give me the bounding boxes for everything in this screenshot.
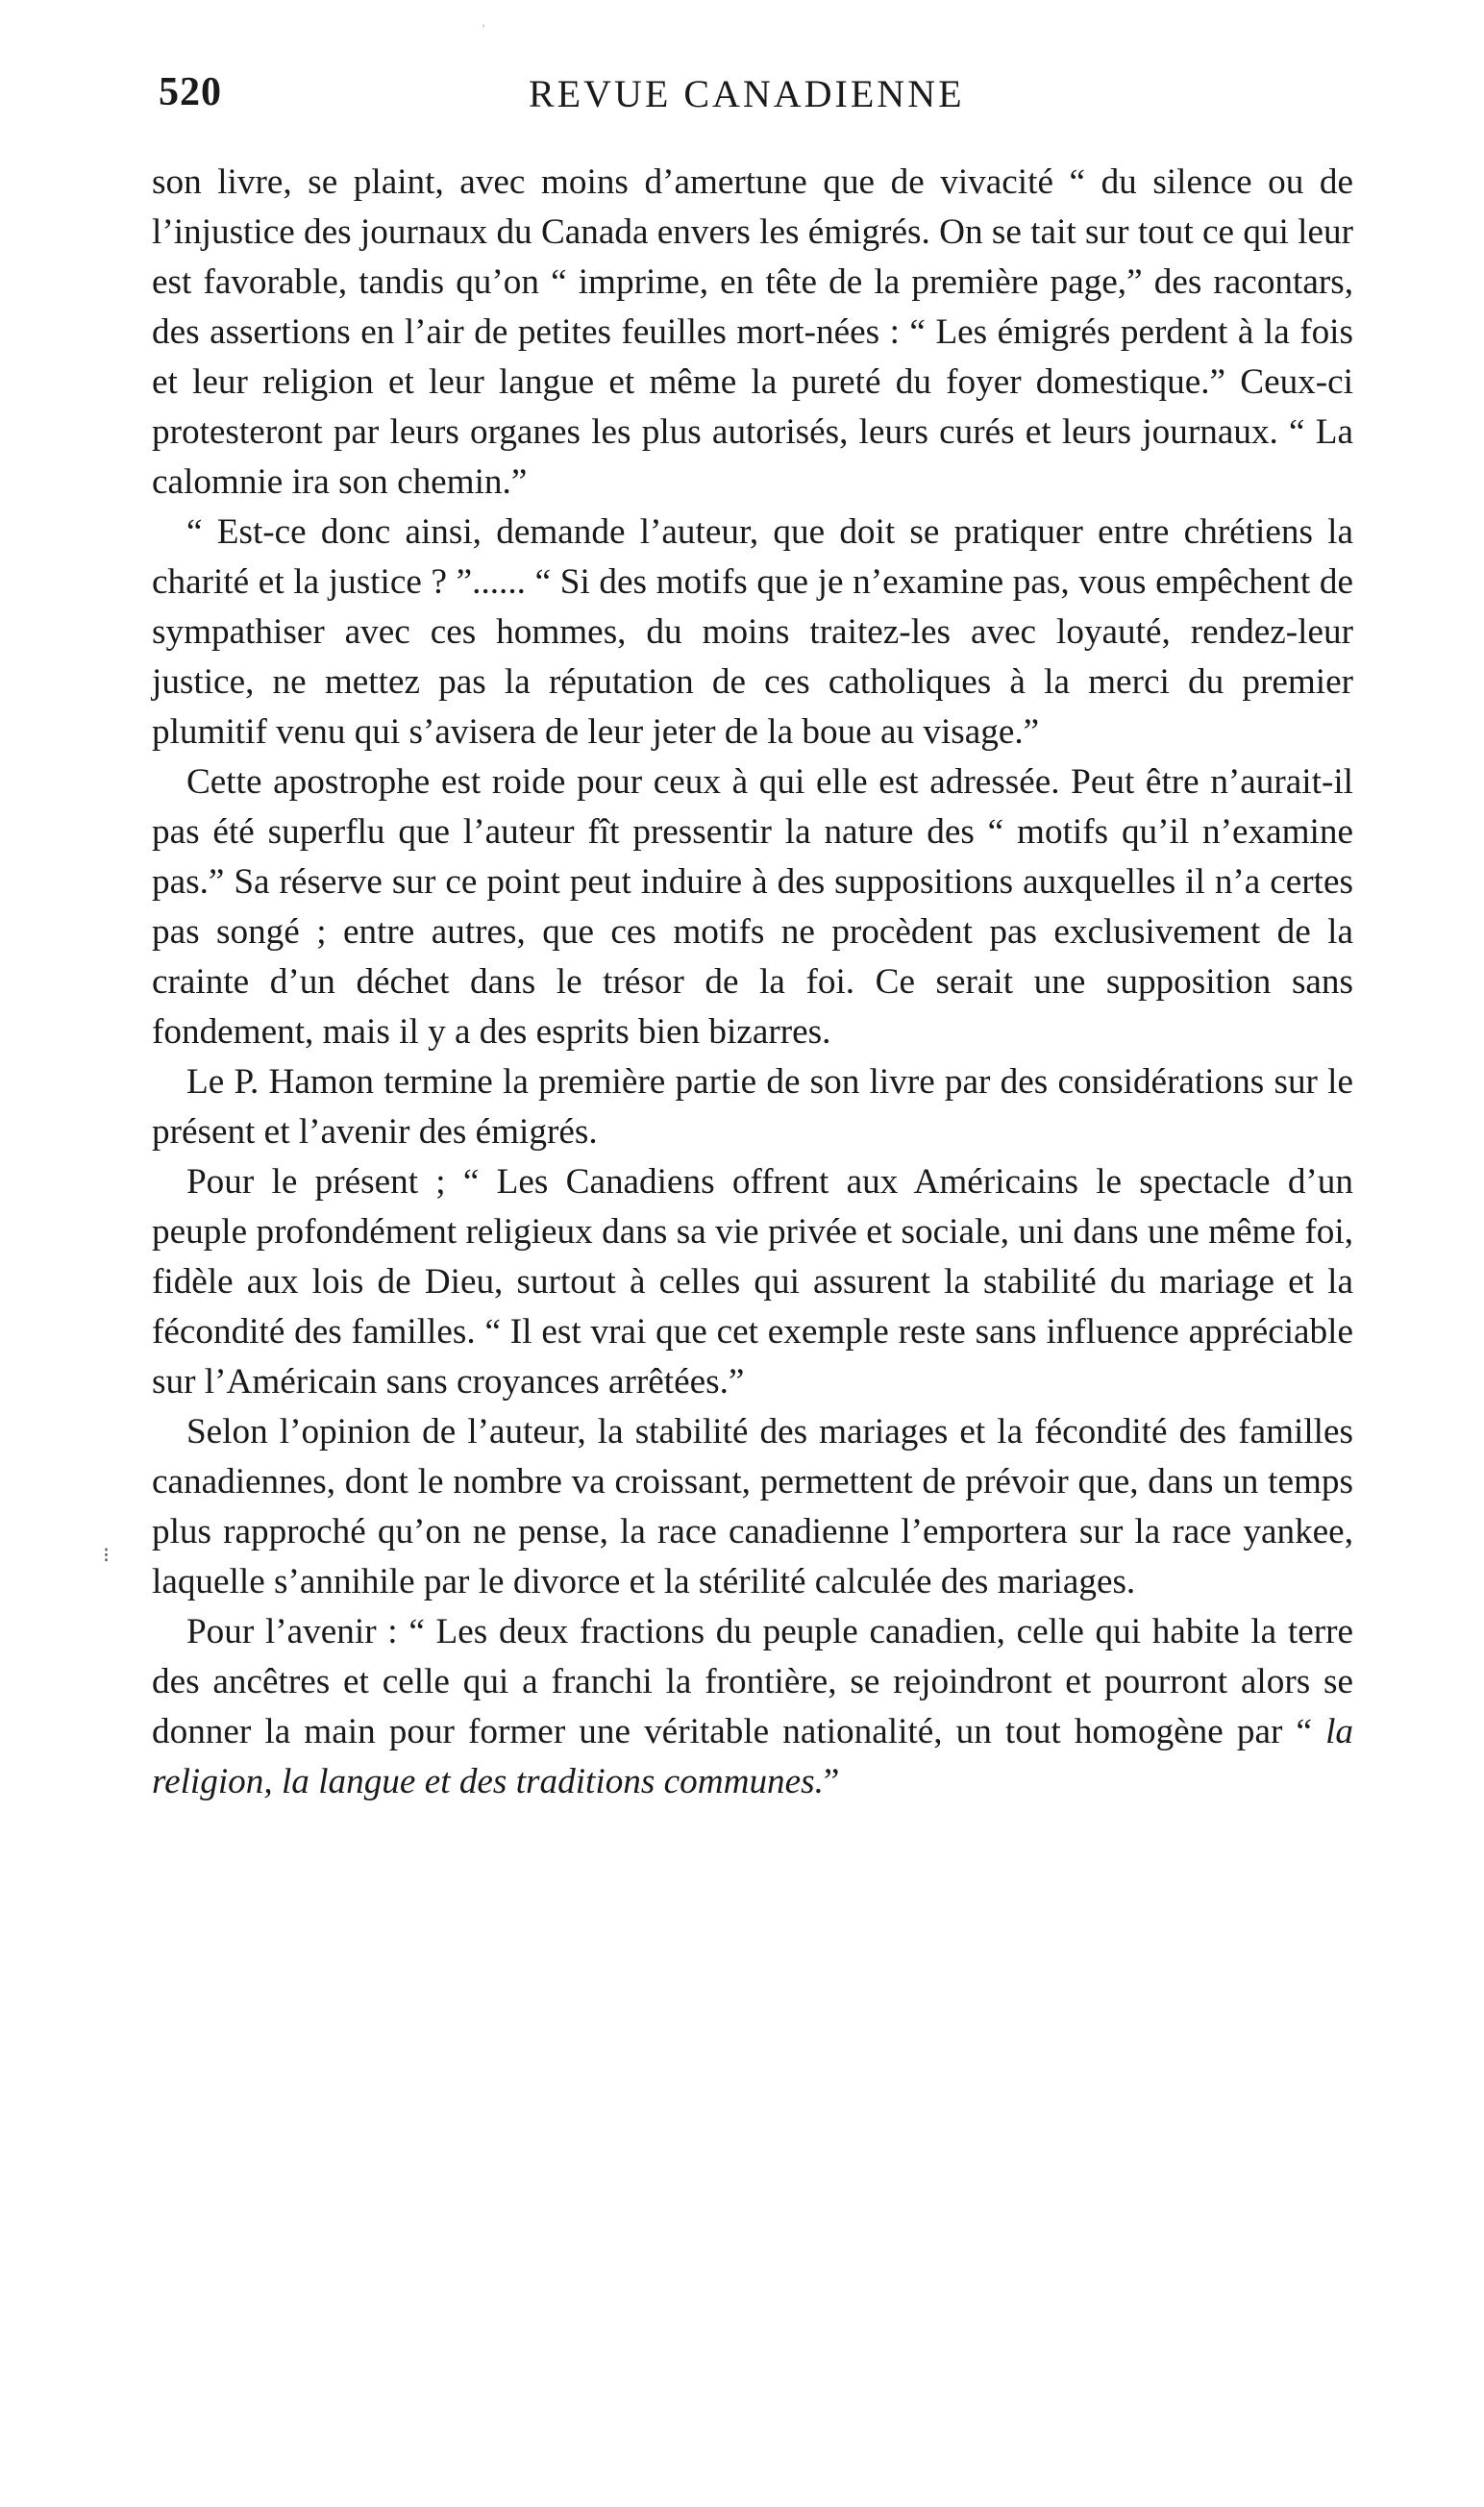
- paragraph-3: Cette apostrophe est roide pour ceux à qui elle est adressée. Peut être n’aurait-il pas été superflu que l’auteur fît pressentir la nature des “ motifs qu’il n’examine pas.” Sa réserve sur ce point peut induire à des suppositions auxquelles il n’a certes pas songé ; entre autres, que ces motifs ne procèdent pas exclusivement de la crainte d’un déchet dans le trésor de la foi. Ce serait une supposition sans fondement, mais il y a des esprits bien bizarres.: [152, 762, 1353, 1052]
- paragraph-6: Selon l’opinion de l’auteur, la stabilité des mariages et la fécondité des familles canadiennes, dont le nombre va croissant, permettent de prévoir que, dans un temps plus rapproché qu’on ne pense, la race canadienne l’emportera sur la race yankee, laquelle s’annihile par le divorce et la stérilité calculée des mariages.: [152, 1412, 1353, 1601]
- body-text: [152, 158, 1353, 1807]
- page-header: [159, 69, 1350, 137]
- paragraph-5: Pour le présent ; “ Les Canadiens offrent aux Américains le spectacle d’un peuple profondément religieux dans sa vie privée et sociale, uni dans une même foi, fidèle aux lois de Dieu, surtout à celles qui assurent la stabilité du mariage et la fécondité des familles. “ Il est vrai que cet exemple reste sans influence appréciable sur l’Américain sans croyances arrêtées.”: [152, 1162, 1353, 1402]
- paragraph-2: “ Est-ce donc ainsi, demande l’auteur, que doit se pratiquer entre chrétiens la charité et la justice ? ”...... “ Si des motifs que je n’examine pas, vous empêchent de sympathiser avec ces hommes, du moins traitez-les avec loyauté, rendez-leur justice, ne mettez pas la réputation de ces catholiques à la merci du premier plumitif venu qui s’avisera de leur jeter de la boue au visage.”: [152, 512, 1353, 752]
- paragraph-7-closing: ”: [823, 1762, 840, 1801]
- paragraph-1: son livre, se plaint, avec moins d’amertune que de vivacité “ du silence ou de l’injustice des journaux du Canada envers les émigrés. On se tait sur tout ce qui leur est favorable, tandis qu’on “ imprime, en tête de la première page,” des racontars, des assertions en l’air de petites feuilles mort-nées : “ Les émigrés perdent à la fois et leur religion et leur langue et même la pureté du foyer domestique.” Ceux-ci protesteront par leurs organes les plus autorisés, leurs curés et leurs journaux. “ La calomnie ira son chemin.”: [152, 162, 1353, 502]
- paragraph-7-italic-quote: la religion, la langue et des traditions communes.: [152, 1712, 1353, 1801]
- paragraph-7: [152, 1607, 1353, 1807]
- page-number: 520: [159, 70, 222, 114]
- margin-mark: ⁝: [103, 1543, 110, 1567]
- scan-speck: ˈ: [481, 21, 486, 40]
- paragraph-7-text: Pour l’avenir : “ Les deux fractions du peuple canadien, celle qui habite la terre des ancêtres et celle qui a franchi la frontière, se rejoindront et pourront alors se donner la main pour former une véritable nationalité, un tout homogène par “: [152, 1612, 1353, 1751]
- running-title: REVUE CANADIENNE: [529, 72, 965, 115]
- paragraph-4: Le P. Hamon termine la première partie de son livre par des considérations sur le présent et l’avenir des émigrés.: [152, 1062, 1353, 1152]
